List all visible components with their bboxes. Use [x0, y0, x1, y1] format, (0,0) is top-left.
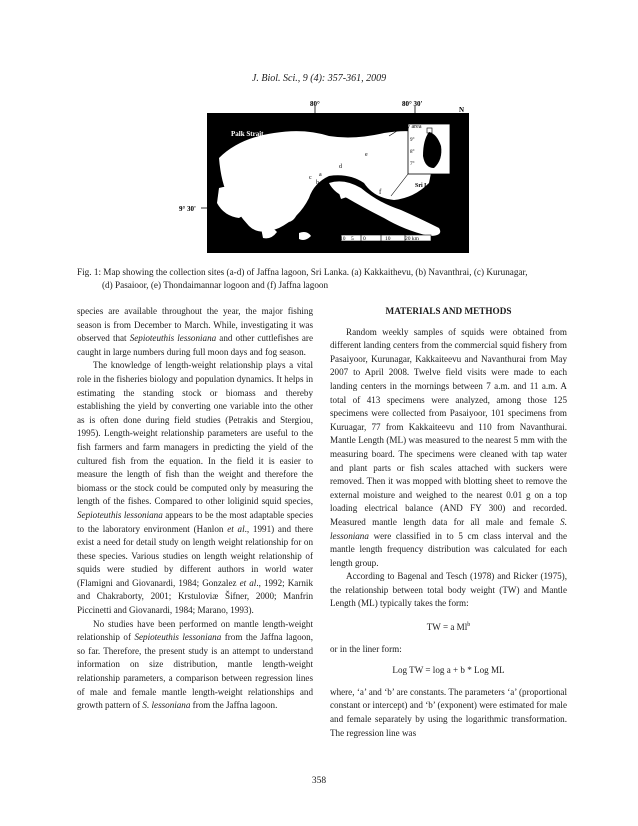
left-column: [77, 305, 313, 713]
scale-20km: 20 km: [405, 236, 419, 242]
palk-strait-label: Palk Strait: [231, 130, 264, 138]
scale-5: 5: [351, 236, 354, 242]
equation-text: TW = a Ml: [426, 622, 468, 633]
species-name: Sepioteuthis lessoniana: [129, 333, 217, 344]
left-paragraph-2: [77, 359, 313, 617]
caption-line-2: (d) Pasaioor, (e) Thondaimannar logoon and (f) Jaffna lagoon: [102, 280, 329, 290]
inset-lon-label: 80° 81°: [429, 119, 445, 124]
equation-2: Log TW = log a + b * Log ML: [392, 665, 505, 676]
right-paragraph-1: [330, 326, 567, 571]
inset-lat8: 8°: [410, 150, 415, 155]
text-run: from the Jaffna lagoon.: [190, 700, 278, 711]
equation-1: [330, 619, 567, 635]
right-paragraph-3: or in the liner form:: [330, 643, 402, 654]
et-al: et al: [227, 523, 245, 534]
figure-caption: [77, 266, 567, 292]
text-run: from the Jaffna lagoon, so far. Therefore, the present study is an attempt to understand information on size distribution, mantle length-weight relationship parameters, a comparison between regression lines of male and female mantle length-weight relationships and growth pattern of: [77, 632, 313, 711]
right-paragraph-2: According to Bagenal and Tesch (1978) and Ricker (1975), the relationship between total body weight (TW) and Mantle Length (ML) typically takes the form:: [330, 571, 567, 609]
right-column: [330, 305, 567, 740]
inset-lat7: 7°: [410, 162, 415, 167]
jaffna-map: [179, 98, 479, 258]
text-run: Random weekly samples of squids were obtained from different landing centers from the commercial squid fishery from Pasaiyoor, Kurunagar, Kakkaiteevu and Navanthurai from May 2007 to April 2008. Twelve field visits were made to each landing centers in the mornings between 7 a.m. and 11 a.m. A total of 413 specimens were analyzed, among those 125 specimens were collected from Pasaiyoor, 101 specimens from Kuruagar, 77 from Kakkaiteevu and 110 from Navanthurai. Mantle Length (ML) was measured to the nearest 5 mm with the measuring board. The specimens were cleaned with tap water and plant parts or fish scales attached with suckers were removed. Then it was mopped with blotting sheet to remove the external moisture and weighed to the nearest 0.01 g on a top loading electrical balance (AND FY 300) and recorded. Measured mantle length data for all male and female: [330, 326, 567, 527]
scale-10-left: 10: [340, 236, 346, 242]
left-paragraph-1: [77, 305, 313, 359]
et-al: et al: [239, 577, 257, 588]
page-number: 358: [311, 776, 327, 786]
map-figure: [179, 98, 479, 258]
scale-10-right: 10: [385, 236, 391, 242]
site-label-f: f: [379, 188, 382, 196]
scale-0: 0: [363, 236, 366, 242]
site-label-c: c: [309, 175, 312, 181]
text-run: and other cuttlefishes are caught in large numbers during full moon days and fog season.: [77, 333, 313, 357]
site-label-a: a: [319, 172, 322, 178]
lon-label-80: 80°: [310, 100, 320, 108]
journal-header: J. Biol. Sci., 9 (4): 357-361, 2009: [251, 73, 387, 84]
text-run: The knowledge of length-weight relationship plays a vital role in the fisheries biology and population dynamics. It helps in estimating the standing stock or biomass and thereby establishing the yield by converting one variable into the other as is often done during field studies (Petrakis and Stergiou, 1995). Length-weight relationship parameters are useful to the fish farmers and farm managers in predicting the yield of the cultured fish from the equation. In the field it is easier to measure the length of fish than the weight and therefore the biomass or the stock could be computed only by measuring the length of the fishes. Compared to other loliginid squid species,: [77, 360, 313, 507]
species-name: S. lessoniana: [330, 516, 567, 541]
lon-label-80-30: 80° 30': [402, 100, 423, 108]
species-name: Sepioteuthis lessoniana: [77, 509, 163, 520]
text-run: species are available throughout the year, the major fishing season is from December to March. While, investigating it was observed that: [77, 306, 313, 344]
text-run: ., 1991) and there exist a need for detail study on length weight relationship for on these species. Various studies on length weight relationship of squids were studied by different authors in world water (Flamigni and Giovanardi, 1984; Gonzalez: [77, 523, 313, 588]
lat-label-9-30: 9° 30': [179, 205, 196, 213]
exponent: b: [467, 622, 471, 629]
section-title: MATERIALS AND METHODS: [385, 306, 512, 316]
inset-lat9: 9°: [410, 138, 415, 143]
caption-line-1: Fig. 1: Map showing the collection sites (a-d) of Jaffna lagoon, Sri Lanka. (a) Kakkaithevu, (b) Navanthrai, (c) Kurunagar,: [77, 267, 528, 277]
sri-lanka-label: Sri Lanka: [415, 183, 441, 189]
site-label-e: e: [365, 152, 368, 158]
text-run: appears to be the most adaptable species to the laboratory environment (Hanlon: [77, 509, 313, 534]
right-paragraph-4: where, ‘a’ and ‘b’ are constants. The parameters ‘a’ (proportional constant or intercept) and ‘b’ (exponent) were estimated for male and female separately by using the logarithmic transformation. The regression line was: [330, 686, 567, 738]
text-run: were classified in to 5 cm class interval and the mantle length frequency distribution was calculated for each length group.: [330, 530, 567, 568]
site-label-d: d: [339, 164, 342, 170]
north-label: N: [459, 106, 465, 114]
study-area-label: Study area: [396, 124, 422, 130]
inset-e-label: E: [412, 119, 416, 124]
text-run: No studies have been performed on mantle length-weight relationship of: [77, 618, 313, 643]
text-run: ., 1992; Karnik and Chakraborty, 2001; Krstuloviæ Šifner, 2000; Manfrin Piccinetti and Giovanardi, 1984; Marano, 1993).: [77, 577, 313, 616]
species-name: Sepioteuthis lessoniana: [134, 632, 222, 643]
species-name: S. lessoniana: [142, 700, 191, 711]
left-paragraph-3: [77, 618, 313, 713]
site-label-b: b: [316, 180, 319, 186]
